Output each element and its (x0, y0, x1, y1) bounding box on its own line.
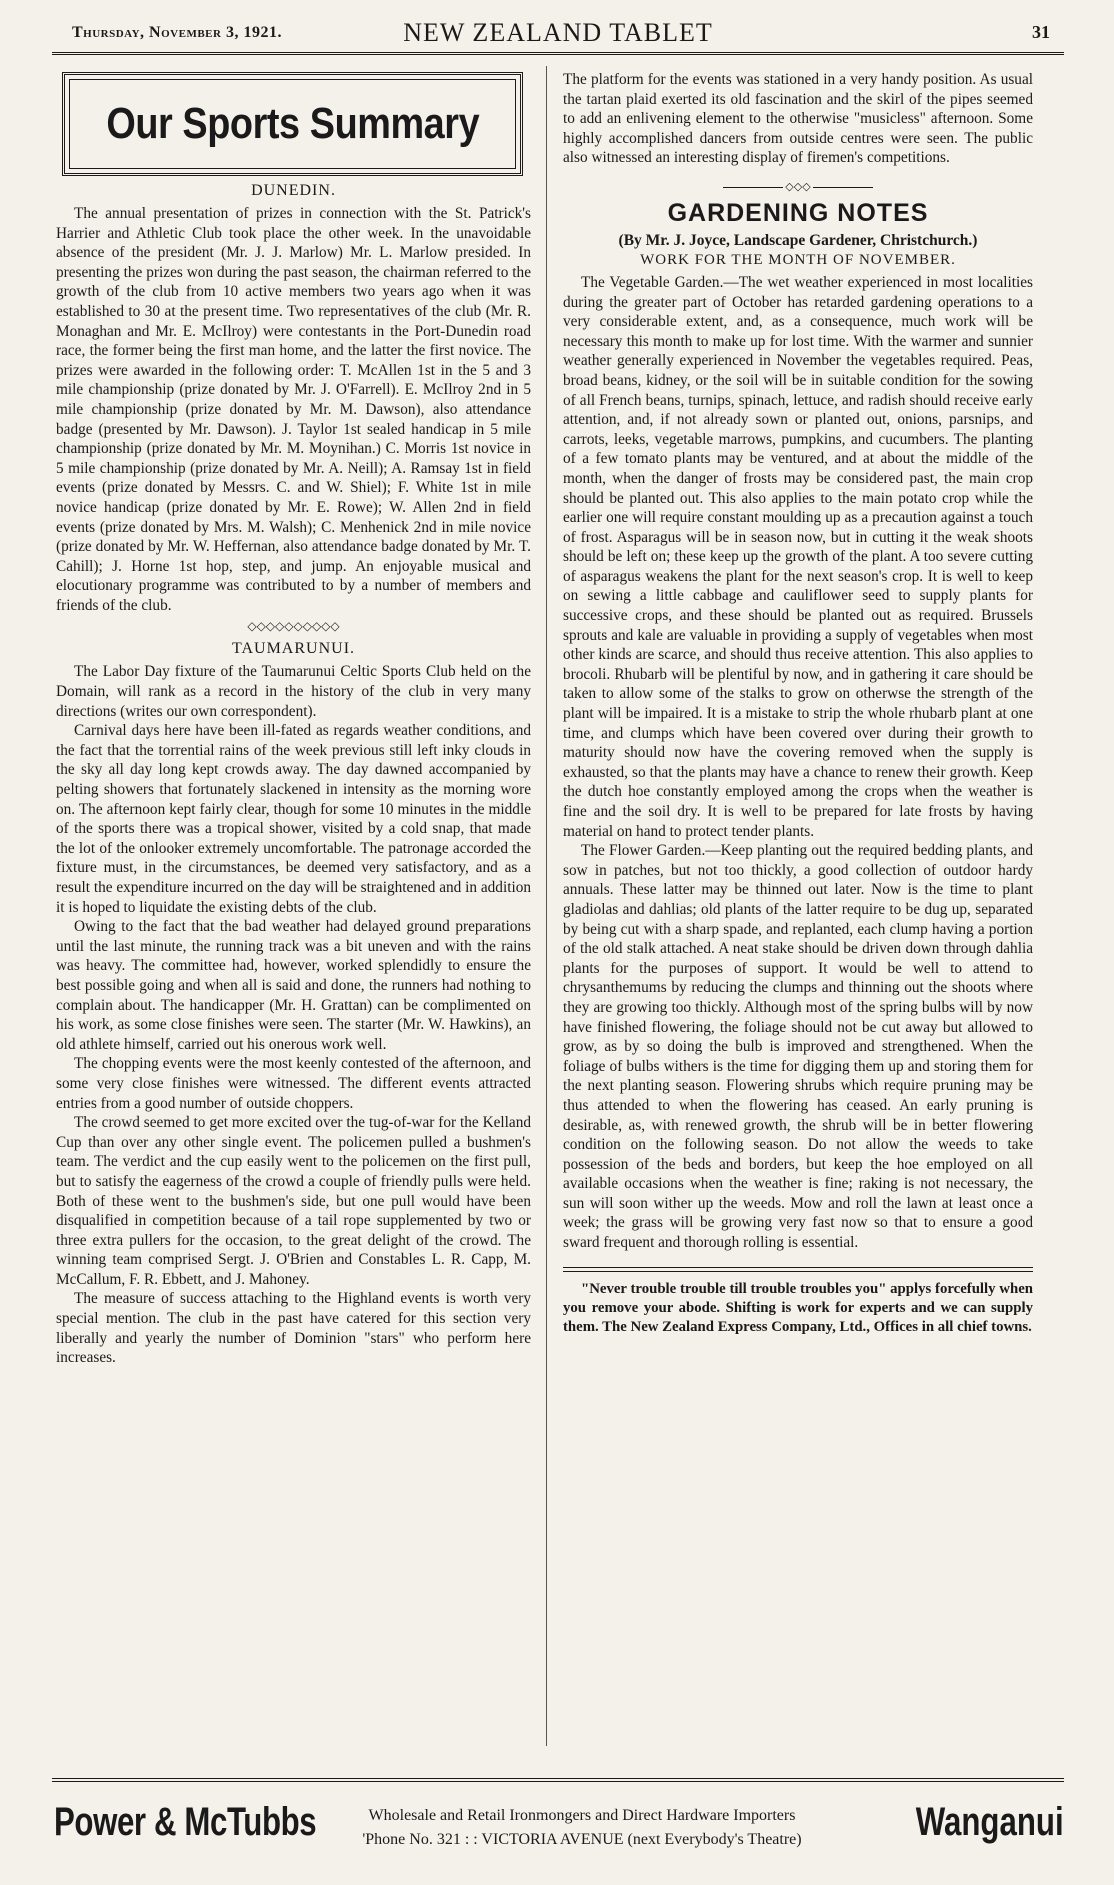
footer-line-2: 'Phone No. 321 : : VICTORIA AVENUE (next Everybody's Theatre) (362, 1831, 802, 1848)
vegetable-garden-paragraph: The Vegetable Garden.—The wet weather experienced in most localities during the greater part of October has retarded gardening operations to a very considerable extent, and, as a consequence, much work will be necessary this month to make up for lost time. With the warmer and sunnier weather generally experienced in November the vegetables required. Peas, broad beans, kidney, or the soil will be in suitable condition for the sowing of all French beans, turnips, spinach, lettuce, and radish should receive early attention, and, if not already sown or planted out, onions, parsnips, and carrots, leeks, vegetable marrows, pumpkins, and cucumbers. The planting of a few tomato plants may be ventured, and at about the middle of the month, when the danger of frosts may be considered past, the main crop should be planted out. This also applies to the main potato crop while the earlier one will require constant moulding up as a precaution against a touch of frost. Asparagus will be in season now, but in cutting it the weak shoots should be left on; these keep up the growth of the plant. A too severe cutting of asparagus weakens the plant for the next season's crop. It is well to keep on sewing a little cabbage and cauliflower seed to supply plants for successive crops, and these should be planted out as required. Brussels sprouts and kale are valuable in providing a supply of vegetables when most other kinds are scarce, and should thus receive attention. This also applies to brocoli. Rhubarb will be plentiful by now, and in gathering it care should be taken to allow some of the stalks to grow on otherwse the strength of the plant will be impaired. It is a mistake to strip the whole rhubarb plant at one time, and clumps which have been covered over during their growth to maturity should now have the covering removed when the supply is exhausted, so that the plants may have a chance to renew their growth. Keep the dutch hoe constantly employed among the crops when the weather is fine and the soil dry. It is well to be prepared for late frosts by having material on hand to protect tender plants. (563, 273, 1033, 840)
rule-line (723, 187, 783, 188)
dunedin-paragraph: The annual presentation of prizes in connection with the St. Patrick's Harrier and Athletic Club took place the other week. In the unavoidable absence of the president (Mr. J. J. Marlow) Mr. L. Marlow presided. In presenting the prizes won during the past season, the chairman referred to the growth of the club from 10 active members two years ago when it was established to 30 at the present time. Two representatives of the club (Mr. R. Monaghan and Mr. E. McIlroy) were contestants in the Port-Dunedin road race, the former being the first man home, and the latter the first novice. The prizes were awarded in the following order: T. McAllen 1st in the 5 and 3 mile championship (prize donated by Mr. J. O'Farrell). E. McIlroy 2nd in 5 mile championship (prize donated by Mr. M. Dawson), also attendance badge (presented by Mr. Dawson). J. Taylor 1st sealed handicap in 5 mile championship (prize donated by Mr. M. Moynihan.) C. Morris 1st novice in 5 mile championship (prize donated by Mr. A. Neill); A. Ramsay 1st in field events (prize donated by Messrs. C. and W. Shiel); F. White 1st in mile novice handicap (prize donated by Mr. E. Rowe); W. Allen 2nd in field events (prize donated by Mrs. M. Walsh); C. Menhenick 2nd in mile novice (prize donated by Mr. W. Heffernan, also attendance badge donated by Mr. T. Cahill); J. Horne 1st hop, step, and jump. An enjoyable musical and elocutionary programme was contributed to by a number of members and friends of the club. (56, 205, 531, 614)
express-company-notice: "Never trouble trouble till trouble troubles you" applys forcefully when you remove your abode. Shifting is work for experts and we can supply them. The New Zealand Express Company, Ltd., Offices in all chief towns. (563, 1280, 1033, 1335)
column-divider (546, 66, 547, 1746)
dunedin-heading: DUNEDIN. (251, 182, 336, 199)
right-column (563, 70, 1033, 1337)
flower-garden-paragraph: The Flower Garden.—Keep planting out the required bedding plants, and sow in patches, but not too thickly, a good collection of outdoor hardy annuals. These latter may be thinned out later. Now is the time to plant gladiolas and dahlias; old plants of the latter require to be dug up, separated by being cut with a sharp spade, and replanted, each clump having a portion of the old stalk attached. A neat stake should be driven down through dahlia plants for the purposes of support. It would be well to attend to chrysanthemums by reducing the clumps and thinning out the shoots where they are growing too thickly. Although most of the spring bulbs will by now have finished flowering, the foliage should not be cut away but allowed to grow, as by so doing the bulb is improved and strengthened. When the foliage of bulbs withers is the time for digging them up and storing them for the next planting season. Flowering shrubs which require pruning may be thus attended to when the flowering has ceased. An early pruning is desirable, as, with renewed growth, the shrub will be in better flowering condition on the following season. Do not allow the weeds to take possession of the beds and borders, but keep the hoe employed on all available occasions when the weather is fine; raking is not necessary, the sun will soon wither up the weeds. Mow and roll the lawn at least once a week; the grass will be growing very fast now so that to ensure a good sward frequent and thorough rolling is essential. (563, 842, 1033, 1252)
taumarunui-paragraph: Carnival days here have been ill-fated as regards weather conditions, and the fact that the torrential rains of the week previous still left inky clouds in the sky all day long kept crowds away. The day dawned accompanied by pelting showers that fortunately slackened in intensity as the morning wore on. The afternoon kept fairly clear, though for some 10 minutes in the middle of the sports there was a tropical shower, visited by a cold snap, that made the lot of the onlooker extremely uncomfortable. The patronage accorded the fixture must, in the circumstances, be deemed very satisfactory, and as a result the expenditure incurred on the day will be straightened and in addition it is hoped to liquidate the existing debts of the club. (56, 722, 531, 916)
notice-rule (563, 1267, 1033, 1272)
masthead (52, 14, 1064, 55)
page-number: 31 (1032, 22, 1050, 42)
divider-ornament: ◇◇◇◇◇◇◇◇◇◇ (247, 619, 340, 634)
sports-title-frame (69, 79, 516, 169)
taumarunui-paragraph: The chopping events were the most keenly contested of the afternoon, and some very close finishes were witnessed. The different events attracted entries from a good number of outside choppers. (56, 1055, 531, 1112)
taumarunui-paragraph: Owing to the fact that the bad weather had delayed ground preparations until the last minute, the running track was a bit uneven and with the rains was heavy. The committee had, however, worked splendidly to ensure the best possible going and when all is said and done, the runners had nothing to complain about. The handicapper (Mr. H. Grattan) can be complimented on his work, as some close finishes were seen. The starter (Mr. W. Hawkins), an old athlete himself, carried out his onerous work well. (56, 918, 531, 1053)
gardening-ornament (563, 180, 1033, 193)
gardening-subtitle: WORK FOR THE MONTH OF NOVEMBER. (640, 251, 956, 268)
gardening-title: GARDENING NOTES (667, 198, 929, 227)
footer-brand: Power & McTubbs (54, 1800, 317, 1844)
sports-continuation: The platform for the events was stationed in a very handy position. As usual the tartan plaid exerted its old fascination and the skirl of the pipes seemed to add an enlivening element to the otherwise "musicless" afternoon. Some highly accomplished dancers from outside centres were seen. The public also witnessed an interesting display of firemen's competitions. (563, 71, 1033, 167)
sports-column (56, 70, 531, 1368)
rule-line (813, 187, 873, 188)
sports-title: Our Sports Summary (106, 99, 479, 148)
footer-advertisement (52, 1778, 1064, 1874)
gardening-byline: (By Mr. J. Joyce, Landscape Gardener, Christchurch.) (618, 231, 978, 249)
footer-city: Wanganui (916, 1800, 1064, 1844)
ornament-glyphs: ◇◇◇ (785, 180, 811, 193)
sports-title-box (62, 72, 523, 176)
footer-details (327, 1804, 837, 1852)
taumarunui-paragraph: The Labor Day fixture of the Taumarunui Celtic Sports Club held on the Domain, will rank as a record in the history of the club in very many directions (writes our own correspondent). (56, 663, 531, 720)
footer-line-1: Wholesale and Retail Ironmongers and Direct Hardware Importers (368, 1807, 796, 1824)
issue-date: Thursday, November 3, 1921. (72, 24, 282, 41)
taumarunui-heading: TAUMARUNUI. (231, 640, 356, 658)
paper-title: NEW ZEALAND TABLET (403, 18, 713, 47)
taumarunui-paragraph: The measure of success attaching to the Highland events is worth very special mention. The club in the past have catered for this section very liberally and yearly the number of Dominion "stars" who perform here increases. (56, 1290, 531, 1367)
taumarunui-paragraph: The crowd seemed to get more excited over the tug-of-war for the Kelland Cup than over any other single event. The policemen pulled a bushmen's team. The verdict and the cup easily went to the policemen on the first pull, but to satisfy the eagerness of the crowd a couple of friendly pulls were held. Both of these went to the bushmen's side, but one pull would have been disqualified in competition because of a tail rope supplemented by two or three extra pullers for the occasion, to the great delight of the crowd. The winning team comprised Sergt. J. O'Brien and Constables L. R. Capp, M. McCallum, F. R. Ebbett, and J. Mahoney. (56, 1114, 531, 1288)
